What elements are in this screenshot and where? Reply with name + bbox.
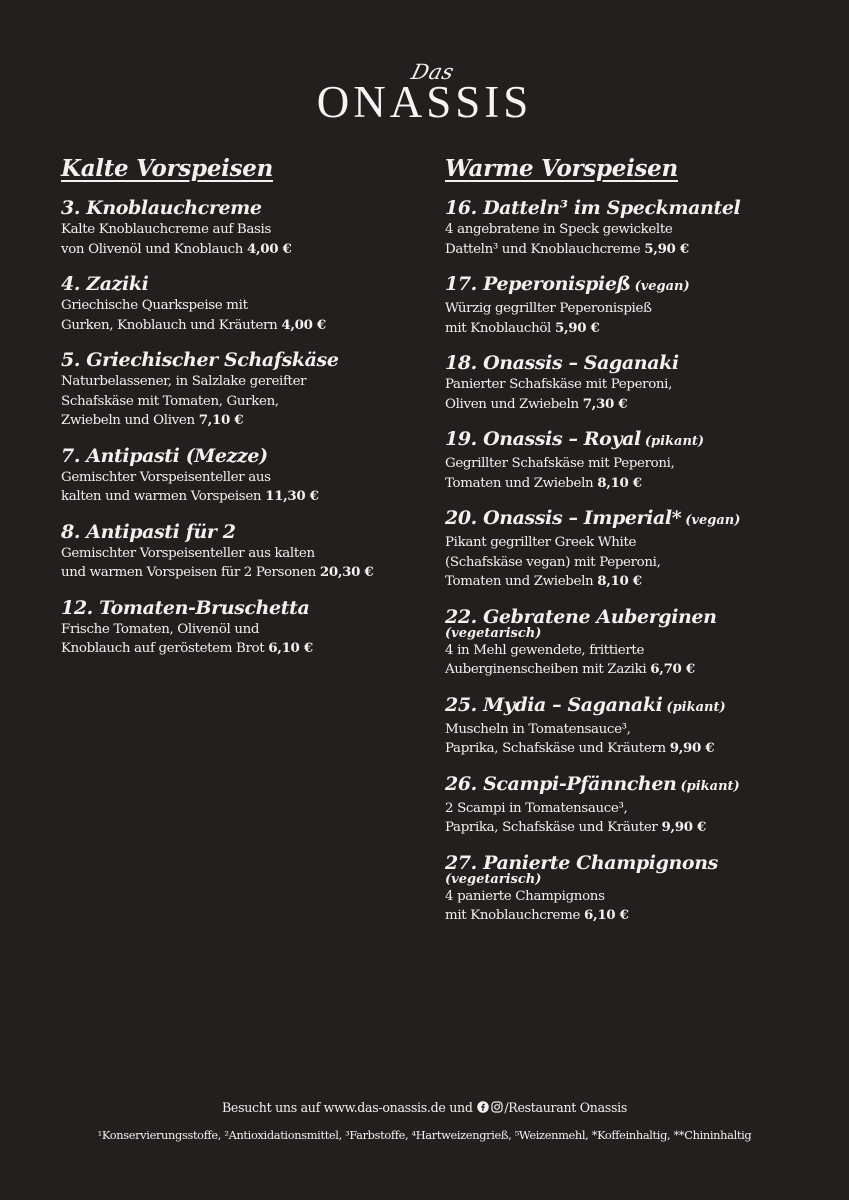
menu-item-description <box>61 563 431 583</box>
menu-item-title: 8. Antipasti für 2 <box>61 520 236 543</box>
footer-visit-line <box>0 1100 849 1115</box>
menu-item-price: 4,00 € <box>281 316 326 333</box>
menu-item-title-row <box>445 351 825 375</box>
menu-item-description-line: 2 Scampi in Tomatensauce³, <box>445 800 628 816</box>
menu-item-description <box>61 316 431 336</box>
menu-item-title-row <box>61 348 431 372</box>
menu-item-description <box>445 299 825 319</box>
menu-item-description <box>445 375 825 395</box>
menu-item-description <box>445 395 825 415</box>
menu-item-title: 4. Zaziki <box>61 273 149 295</box>
menu-item-tag: (vegetarisch) <box>445 625 542 641</box>
menu-item-price: 4,00 € <box>247 240 292 257</box>
menu-item-description-line: Schafskäse mit Tomaten, Gurken, <box>61 393 279 409</box>
menu-item-title: 18. Onassis – Saganaki <box>445 352 679 374</box>
menu-item-price: 5,90 € <box>644 240 689 257</box>
menu-item-description <box>445 660 825 680</box>
instagram-icon <box>491 1101 503 1113</box>
menu-item-description <box>61 240 431 260</box>
menu-item <box>445 196 825 259</box>
menu-item-title-row <box>445 272 825 299</box>
logo-name: ONASSIS <box>316 77 533 127</box>
menu-item-title-row <box>61 520 431 544</box>
menu-item-price: 6,70 € <box>650 661 695 677</box>
menu-item-title-row <box>61 596 431 620</box>
menu-item-description-line: mit Knoblauchöl <box>445 320 551 336</box>
menu-item-description-line: Gurken, Knoblauch und Kräutern <box>61 317 278 333</box>
menu-item <box>61 196 431 259</box>
menu-item-description <box>445 220 825 240</box>
menu-item <box>445 772 825 838</box>
menu-item-description-line: Datteln³ und Knoblauchcreme <box>445 241 641 257</box>
menu-item-description <box>445 739 825 759</box>
menu-item-price: 8,10 € <box>597 474 642 491</box>
menu-item-description-line: Würzig gegrillter Peperonispieß <box>445 301 652 316</box>
menu-item-description <box>445 553 825 573</box>
menu-item <box>445 851 825 926</box>
footer-social-handle: /Restaurant Onassis <box>504 1100 628 1115</box>
section-title: Kalte Vorspeisen <box>61 155 273 182</box>
menu-item-price: 5,90 € <box>555 319 600 336</box>
menu-item-tag: (vegetarisch) <box>445 871 542 887</box>
menu-item-title-row <box>445 427 825 454</box>
menu-item-description-line: 4 angebratene in Speck gewickelte <box>445 222 673 237</box>
menu-item-description-line: Muscheln in Tomatensauce³, <box>445 721 631 737</box>
menu-item-title: 25. Mydia – Saganaki <box>445 693 663 716</box>
menu-item-description <box>445 887 825 907</box>
menu-item-price: 11,30 € <box>265 488 319 504</box>
menu-item-title: 5. Griechischer Schafskäse <box>61 349 339 371</box>
menu-item-description-line: Griechische Quarkspeise mit <box>61 298 248 313</box>
menu-item-price: 6,10 € <box>268 640 313 656</box>
facebook-icon <box>477 1101 489 1113</box>
menu-item-description-line: Naturbelassener, in Salzlake gereifter <box>61 374 307 389</box>
menu-item-title: 20. Onassis – Imperial* <box>445 507 682 529</box>
menu-item-title-row <box>445 196 825 220</box>
allergen-legend: ¹Konservierungsstoffe, ²Antioxidationsmittel, ³Farbstoffe, ⁴Hartweizengrieß, ⁵Weizenmehl, *Koffeinhaltig, **Chininhaltig <box>97 1128 752 1142</box>
menu-item-price: 7,10 € <box>198 412 244 428</box>
menu-item-description <box>445 818 825 838</box>
menu-item-tag: (pikant) <box>666 699 726 715</box>
menu-item-description-line: und warmen Vorspeisen für 2 Personen <box>61 565 316 580</box>
menu-item-description-line: Tomaten und Zwiebeln <box>445 475 594 491</box>
menu-item-description-line: Kalte Knoblauchcreme auf Basis <box>61 222 271 237</box>
menu-item <box>61 520 431 583</box>
menu-item-description-line: mit Knoblauchcreme <box>445 908 581 923</box>
menu-item-tag: (vegan) <box>634 279 690 294</box>
menu-item <box>445 351 825 414</box>
menu-item <box>61 272 431 335</box>
menu-item-description-line: Gegrillter Schafskäse mit Peperoni, <box>445 456 675 471</box>
menu-item-description-line: Tomaten und Zwiebeln <box>445 574 594 589</box>
menu-item-description-line: kalten und warmen Vorspeisen <box>61 489 262 504</box>
menu-item-title: 3. Knoblauchcreme <box>61 197 262 219</box>
menu-item-description-line: Knoblauch auf geröstetem Brot <box>61 641 265 656</box>
menu-item-title: 12. Tomaten-Bruschetta <box>61 596 310 619</box>
menu-item-description-line: 4 panierte Champignons <box>445 888 605 904</box>
logo-prefix: Das <box>409 60 457 84</box>
menu-item-price: 7,30 € <box>582 395 628 412</box>
menu-item-description-line: Oliven und Zwiebeln <box>445 396 579 412</box>
menu-item-description <box>445 240 825 260</box>
menu-item-tag: (pikant) <box>644 434 705 449</box>
menu-item-description <box>61 468 431 488</box>
menu-item-description <box>61 620 431 640</box>
menu-item-description-line: Paprika, Schafskäse und Kräuter <box>445 820 658 835</box>
menu-item-price: 9,90 € <box>661 819 706 835</box>
menu-item-title-row <box>61 196 431 220</box>
menu-item-description-line: (Schafskäse vegan) mit Peperoni, <box>445 554 661 570</box>
section-kalte-vorspeisen <box>61 154 431 672</box>
menu-item <box>445 506 825 592</box>
menu-item-title: 26. Scampi-Pfännchen <box>445 772 677 795</box>
menu-item <box>445 272 825 338</box>
menu-item-description-line: Gemischter Vorspeisenteller aus <box>61 469 271 485</box>
menu-item-description <box>61 544 431 564</box>
menu-item-description <box>61 392 431 412</box>
menu-item-title-row <box>445 506 825 533</box>
menu-item-description <box>445 319 825 339</box>
menu-item-title-row <box>61 444 431 468</box>
menu-item-description <box>445 799 825 819</box>
menu-item-price: 6,10 € <box>584 907 629 923</box>
menu-item-description <box>61 372 431 392</box>
menu-item-description <box>61 411 431 431</box>
menu-item-description-line: Panierter Schafskäse mit Peperoni, <box>445 377 673 392</box>
menu-item <box>445 693 825 759</box>
menu-item-description-line: Frische Tomaten, Olivenöl und <box>61 621 260 637</box>
menu-item-tag: (pikant) <box>680 778 740 794</box>
menu-item-title: 7. Antipasti (Mezze) <box>61 444 268 467</box>
menu-item-title: 19. Onassis – Royal <box>445 428 641 450</box>
menu-item-title-row <box>445 693 825 720</box>
menu-item-price: 9,90 € <box>669 740 715 756</box>
menu-item-description-line: Gemischter Vorspeisenteller aus kalten <box>61 545 315 561</box>
menu-item-description <box>445 474 825 494</box>
menu-item-description <box>445 641 825 661</box>
menu-item-description-line: von Olivenöl und Knoblauch <box>61 241 244 257</box>
menu-item-tag: (vegan) <box>685 513 741 528</box>
menu-item-description <box>61 487 431 507</box>
menu-item-description <box>445 454 825 474</box>
menu-item-title: 16. Datteln³ im Speckmantel <box>445 197 741 219</box>
menu-item-title-row <box>445 772 825 799</box>
menu-item <box>445 605 825 680</box>
menu-item-title: 22. Gebratene Auberginen <box>445 605 717 628</box>
menu-item-title-row <box>61 272 431 296</box>
section-title: Warme Vorspeisen <box>445 155 678 182</box>
footer-visit-text: Besucht uns auf www.das-onassis.de und <box>221 1100 473 1115</box>
menu-item-description <box>445 572 825 592</box>
menu-item-description-line: Pikant gegrillter Greek White <box>445 535 637 550</box>
menu-item-description-line: Zwiebeln und Oliven <box>61 413 195 428</box>
menu-item-title: 17. Peperonispieß <box>445 273 631 295</box>
menu-item-description-line: Auberginenscheiben mit Zaziki <box>445 662 647 677</box>
menu-item-description <box>445 533 825 553</box>
menu-item <box>61 596 431 659</box>
menu-item-description <box>445 720 825 740</box>
menu-item-description <box>61 220 431 240</box>
menu-item-price: 8,10 € <box>597 573 642 589</box>
menu-item-description-line: Paprika, Schafskäse und Kräutern <box>445 741 666 756</box>
menu-item-description <box>61 639 431 659</box>
menu-item-description <box>61 296 431 316</box>
menu-item-description-line: 4 in Mehl gewendete, frittierte <box>445 642 645 658</box>
menu-item <box>61 444 431 507</box>
menu-item <box>445 427 825 493</box>
section-warme-vorspeisen <box>445 154 825 939</box>
menu-item-price: 20,30 € <box>319 564 374 580</box>
menu-item <box>61 348 431 431</box>
menu-item-title: 27. Panierte Champignons <box>445 851 718 874</box>
menu-item-description <box>445 906 825 926</box>
